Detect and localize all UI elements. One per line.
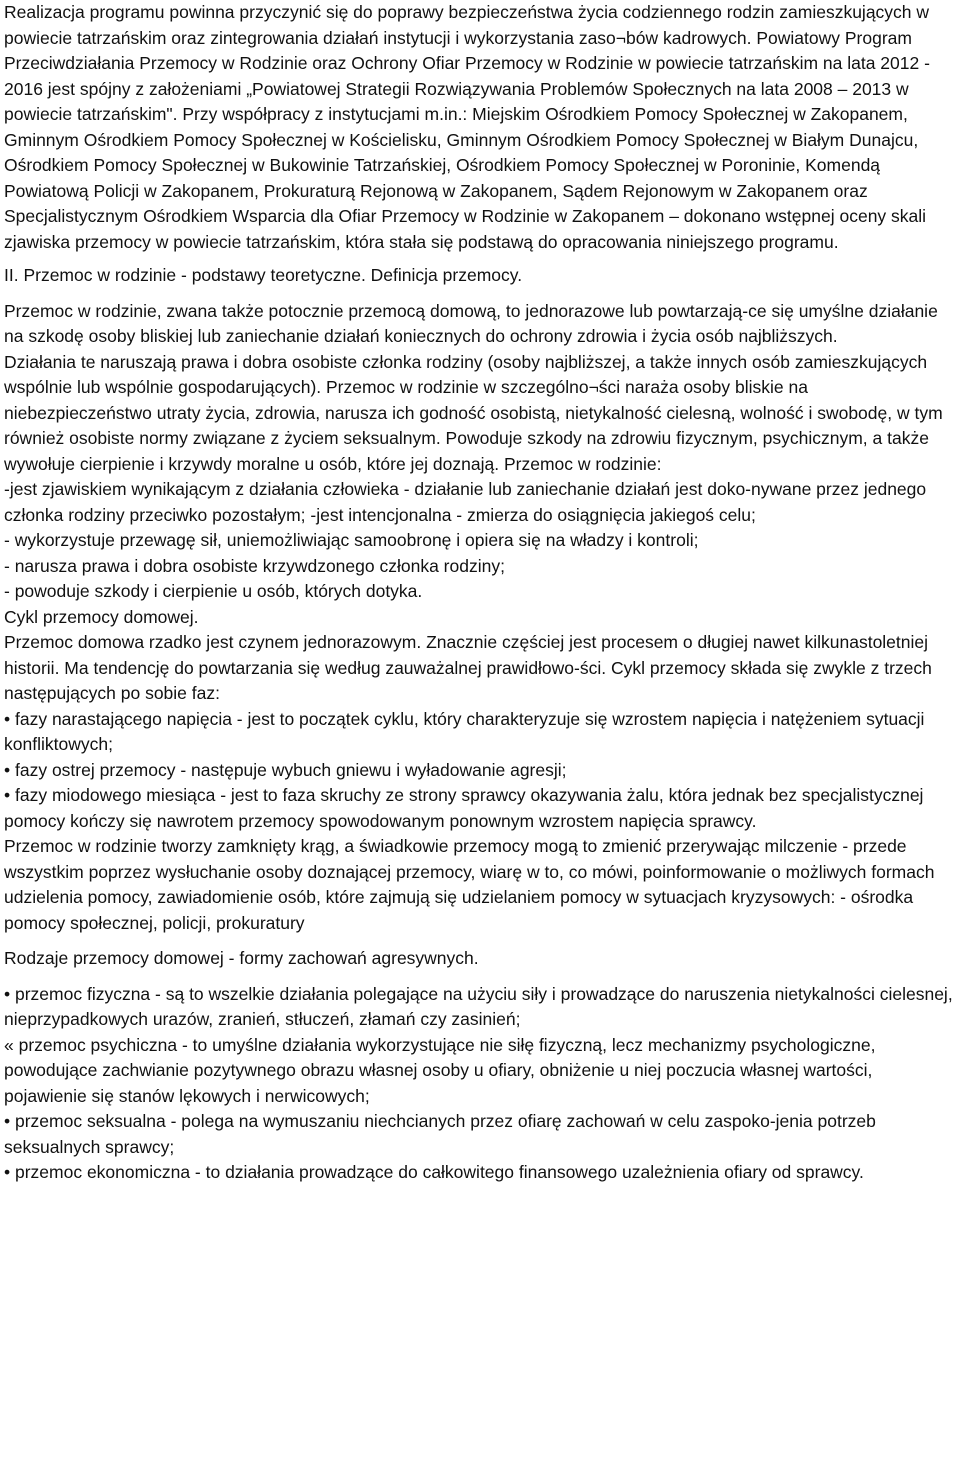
form-item: « przemoc psychiczna - to umyślne działania wykorzystujące nie siłę fizyczną, lecz mechanizmy psychologiczne, powodujące zachwianie pozytywnego obrazu własnej osoby u ofiary, obniżenie u niej poczucia własnej wartości, pojawienie się stanów lękowych i nerwicowych; xyxy=(4,1034,876,1106)
cycle-phase-item: • fazy miodowego miesiąca - jest to faza skruchy ze strony sprawcy okazywania żalu, która jednak bez specjalistycznej pomocy kończy się nawrotem przemocy spowodowanym ponownym wzrostem napięcia sprawcy. xyxy=(4,785,924,831)
forms-heading: Rodzaje przemocy domowej - formy zachowań agresywnych. xyxy=(4,948,479,968)
cycle-phase-item: • fazy ostrej przemocy - następuje wybuch gniewu i wyładowanie agresji; xyxy=(4,759,567,780)
definition-line: Działania te naruszają prawa i dobra osobiste członka rodziny (osoby najbliższej, a także innych osób zamieszkujących wspólnie lub wspólnie gospodarujących). Przemoc w rodzinie w szczególno¬ści naraża osoby bliskie na niebezpieczeństwo utraty życia, zdrowia, narusza ich godność osobistą, nietykalność cielesną, wolność i swobodę, w tym również osobiste normy związane z życiem seksualnym. Powoduje szkody na zdrowiu fizycznym, psychicznym, a także wywołuje cierpienie i krzywdy moralne u osób, które jej doznają. Przemoc w rodzinie: xyxy=(4,351,943,474)
definition-line: Przemoc w rodzinie, zwana także potocznie przemocą domową, to jednorazowe lub powtarzają-ce się umyślne działanie na szkodę osoby bliskiej lub zaniechanie działań koniecznych do ochrony zdrowia i życia osób najbliższych. xyxy=(4,300,938,346)
form-item: • przemoc ekonomiczna - to działania prowadzące do całkowitego finansowego uzależnienia ofiary od sprawcy. xyxy=(4,1162,864,1182)
cycle-phase-item: • fazy narastającego napięcia - jest to początek cyklu, który charakteryzuje się wzrostem napięcia i natężeniem sytuacji konfliktowych; xyxy=(4,708,925,754)
definition-line: - powoduje szkody i cierpienie u osób, których dotyka. xyxy=(4,581,423,601)
definition-line: - wykorzystuje przewagę sił, uniemożliwiając samoobronę i opiera się na władzy i kontroli; xyxy=(4,530,699,550)
forms-list xyxy=(4,982,954,1186)
definition-line: - narusza prawa i dobra osobiste krzywdzonego członka rodziny; xyxy=(4,555,505,576)
definition-section xyxy=(4,299,954,937)
section-heading: II. Przemoc w rodzinie - podstawy teoretyczne. Definicja przemocy. xyxy=(4,265,523,285)
form-item: • przemoc seksualna - polega na wymuszaniu niechcianych przez ofiarę zachowań w celu zaspoko-jenia potrzeb seksualnych sprawcy; xyxy=(4,1111,876,1157)
intro-paragraph: Realizacja programu powinna przyczynić się do poprawy bezpieczeństwa życia codziennego rodzin zamieszkujących w powiecie tatrzańskim oraz zintegrowania działań instytucji i wykorzystania zaso¬bów kadrowych. Powiatowy Program Przeciwdziałania Przemocy w Rodzinie oraz Ochrony Ofiar Przemocy w Rodzinie w powiecie tatrzańskim na lata 2012 - 2016 jest spójny z założeniami „Powiatowej Strategii Rozwiązywania Problemów Społecznych na lata 2008 – 2013 w powiecie tatrzańskim". Przy współpracy z instytucjami m.in.: Miejskim Ośrodkiem Pomocy Społecznej w Zakopanem, Gminnym Ośrodkiem Pomocy Społecznej w Kościelisku, Gminnym Ośrodkiem Pomocy Społecznej w Białym Dunajcu, Ośrodkiem Pomocy Społecznej w Bukowinie Tatrzańskiej, Ośrodkiem Pomocy Społecznej w Poroninie, Komendą Powiatową Policji w Zakopanem, Prokuraturą Rejonową w Zakopanem, Sądem Rejonowym w Zakopanem oraz Specjalistycznym Ośrodkiem Wsparcia dla Ofiar Przemocy w Rodzinie w Zakopanem – dokonano wstępnej oceny skali zjawiska przemocy w powiecie tatrzańskim, która stała się podstawą do opracowania niniejszego programu. xyxy=(4,2,930,252)
cycle-heading: Cykl przemocy domowej. xyxy=(4,606,199,627)
definition-line: -jest zjawiskiem wynikającym z działania człowieka - działanie lub zaniechanie działań jest doko-nywane przez jednego członka rodziny przeciwko pozostałym; -jest intencjonalna - zmierza do osiągnięcia jakiegoś celu; xyxy=(4,479,927,525)
definition-line: Przemoc domowa rzadko jest czynem jednorazowym. Znacznie częściej jest procesem o długiej nawet kilkunastoletniej historii. Ma tendencję do powtarzania się według zauważalnej prawidłowo-ści. Cykl przemocy składa się zwykle z trzech następujących po sobie faz: xyxy=(4,632,932,703)
definition-line: Przemoc w rodzinie tworzy zamknięty krąg, a świadkowie przemocy mogą to zmienić przerywając milczenie - przede wszystkim poprzez wysłuchanie osoby doznającej przemocy, wiarę w to, co mówi, poinformowanie o możliwych formach udzielenia pomocy, zawiadomienie osób, które zajmują się udzielaniem pomocy w sytuacjach kryzysowych: - ośrodka pomocy społecznej, policji, prokuratury xyxy=(4,836,935,933)
form-item: • przemoc fizyczna - są to wszelkie działania polegające na użyciu siły i prowadzące do naruszenia nietykalności cielesnej, nieprzypadkowych urazów, zranień, stłuczeń, złamań czy zasinień; xyxy=(4,983,953,1029)
